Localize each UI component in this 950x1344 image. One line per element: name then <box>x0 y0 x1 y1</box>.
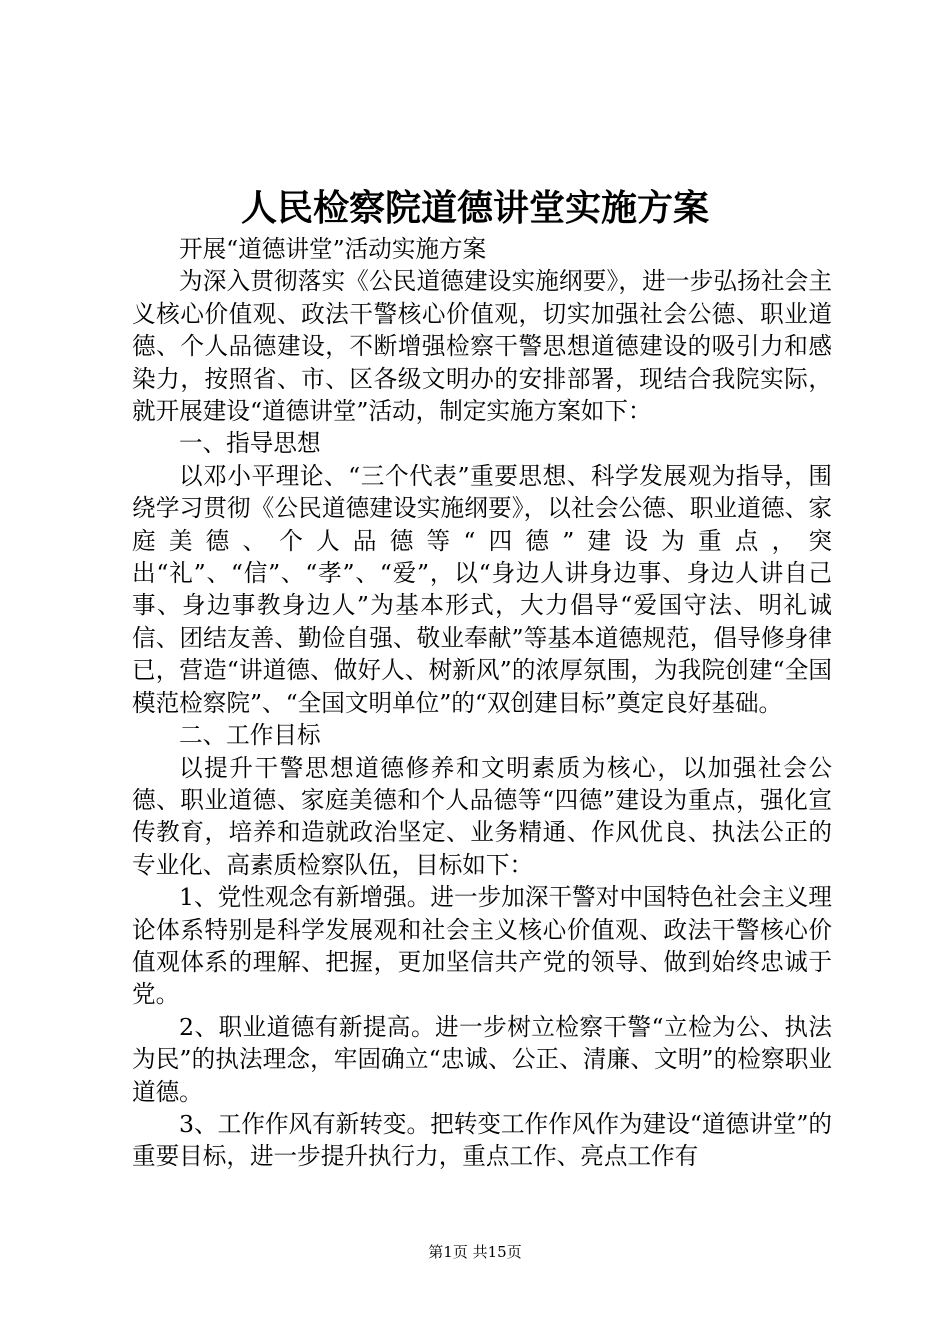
goal-item-2: 2、职业道德有新提高。进一步树立检察干警“立检为公、执法为民”的执法理念，牢固确立“忠诚、公正、清廉、文明”的检察职业道德。 <box>132 1012 832 1106</box>
guiding-thought-paragraph: 以邓小平理论、“三个代表”重要思想、科学发展观为指导，围绕学习贯彻《公民道德建设实施纲要》，以社会公德、职业道德、家庭美德、个人品德等“四德”建设为重点，突出“礼”、“信”、“孝”、“爱”，以“身边人讲身边事、身边人讲自己事、身边事教身边人”为基本形式，大力倡导“爱国守法、明礼诚信、团结友善、勤俭自强、敬业奉献”等基本道德规范，倡导修身律已，营造“讲道德、做好人、树新风”的浓厚氛围，为我院创建“全国模范检察院”、“全国文明单位”的“双创建目标”奠定良好基础。 <box>132 461 832 717</box>
work-goals-paragraph: 以提升干警思想道德修养和文明素质为核心，以加强社会公德、职业道德、家庭美德和个人品德等“四德”建设为重点，强化宣传教育，培养和造就政治坚定、业务精通、作风优良、执法公正的专业化、高素质检察队伍，目标如下： <box>132 753 832 879</box>
goal-item-1: 1、党性观念有新增强。进一步加深干警对中国特色社会主义理论体系特别是科学发展观和社会主义核心价值观、政法干警核心价值观体系的理解、把握，更加坚信共产党的领导、做到始终忠诚于党。 <box>132 883 832 1009</box>
goal-item-3: 3、工作作风有新转变。把转变工作作风作为建设“道德讲堂”的重要目标，进一步提升执行力，重点工作、亮点工作有 <box>132 1109 832 1171</box>
document-body <box>132 233 832 1173</box>
section-heading-guiding-thought: 一、指导思想 <box>179 429 321 458</box>
subtitle-paragraph: 开展“道德讲堂”活动实施方案 <box>179 235 487 263</box>
intro-paragraph: 为深入贯彻落实《公民道德建设实施纲要》，进一步弘扬社会主义核心价值观、政法干警核心价值观，切实加强社会公德、职业道德、个人品德建设，不断增强检察干警思想道德建设的吸引力和感染力，按照省、市、区各级文明办的安排部署，现结合我院实际，就开展建设“道德讲堂”活动，制定实施方案如下： <box>132 267 832 426</box>
document-title: 人民检察院道德讲堂实施方案 <box>240 188 709 229</box>
page-number-footer: 第1页 共15页 <box>428 1243 522 1261</box>
section-heading-work-goals: 二、工作目标 <box>179 721 321 750</box>
